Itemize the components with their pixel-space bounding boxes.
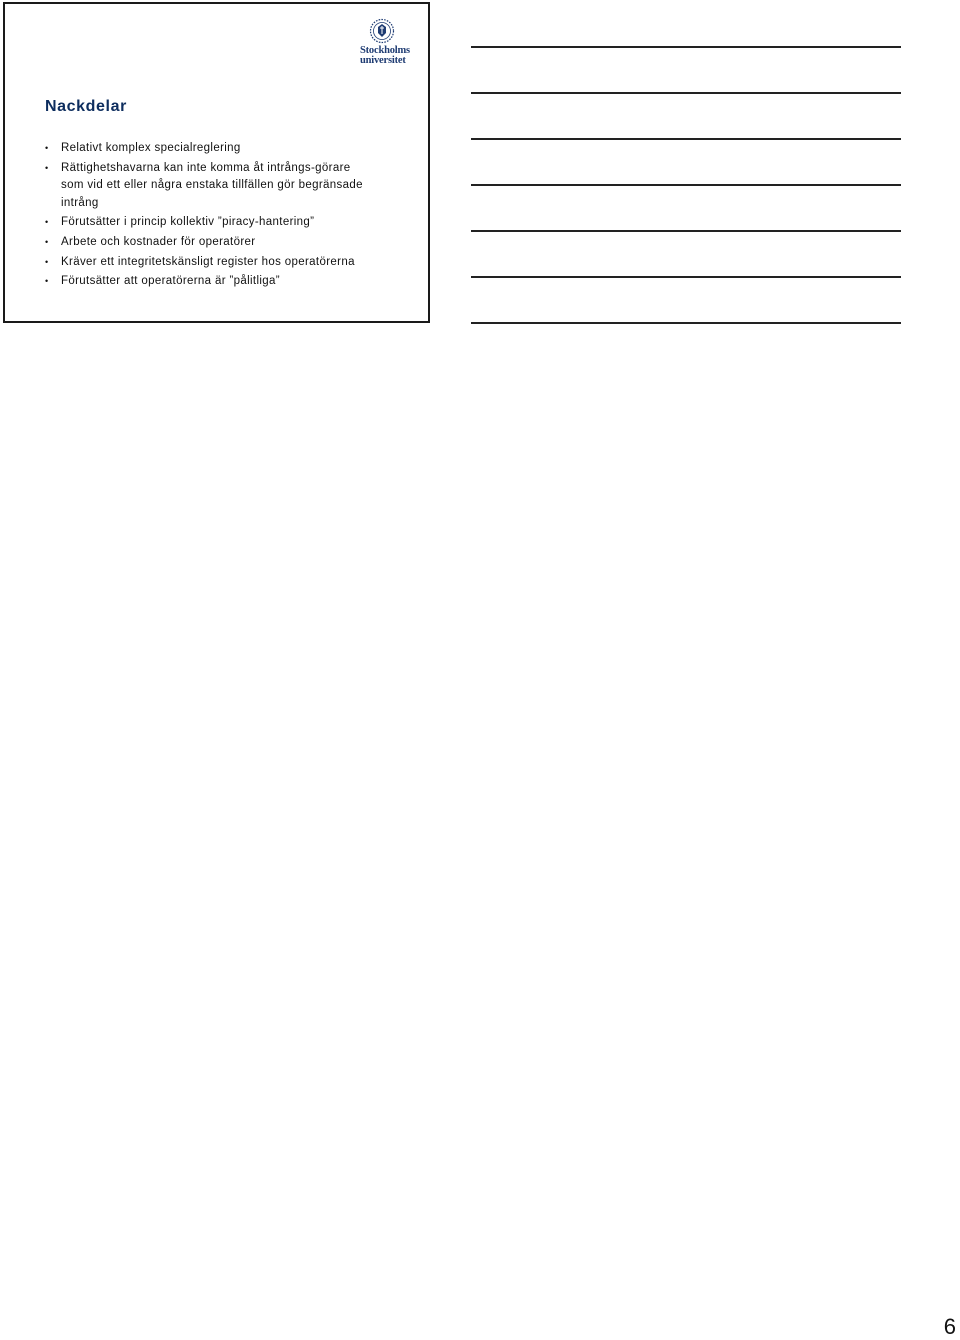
logo-line-1: Stockholms: [360, 45, 410, 56]
slide-title: Nackdelar: [45, 98, 127, 115]
bullet-item: • Relativt komplex specialreglering: [43, 140, 373, 158]
bullet-item: • Förutsätter i princip kollektiv ”piracy-hantering”: [43, 214, 373, 232]
bullet-item: • Kräver ett integritetskänsligt register hos operatörerna: [43, 254, 373, 272]
university-name: [360, 46, 422, 66]
bullet-item: • Arbete och kostnader för operatörer: [43, 234, 373, 252]
bullet-item: • Förutsätter att operatörerna är ”pålitliga”: [43, 273, 373, 291]
note-line: [471, 46, 901, 48]
slide-thumbnail: [3, 2, 430, 323]
note-line: [471, 138, 901, 140]
university-crest-icon: [368, 18, 396, 46]
logo-line-2: universitet: [360, 55, 406, 66]
note-line: [471, 92, 901, 94]
bullet-list: [43, 140, 373, 293]
note-line: [471, 276, 901, 278]
page-number: 6: [943, 1314, 956, 1339]
bullet-item: • Rättighetshavarna kan inte komma åt intrångs-görare som vid ett eller några enstaka tillfällen gör begränsade intrång: [43, 160, 373, 213]
note-line: [471, 322, 901, 324]
note-line: [471, 230, 901, 232]
university-logo: [358, 18, 422, 70]
note-line: [471, 184, 901, 186]
